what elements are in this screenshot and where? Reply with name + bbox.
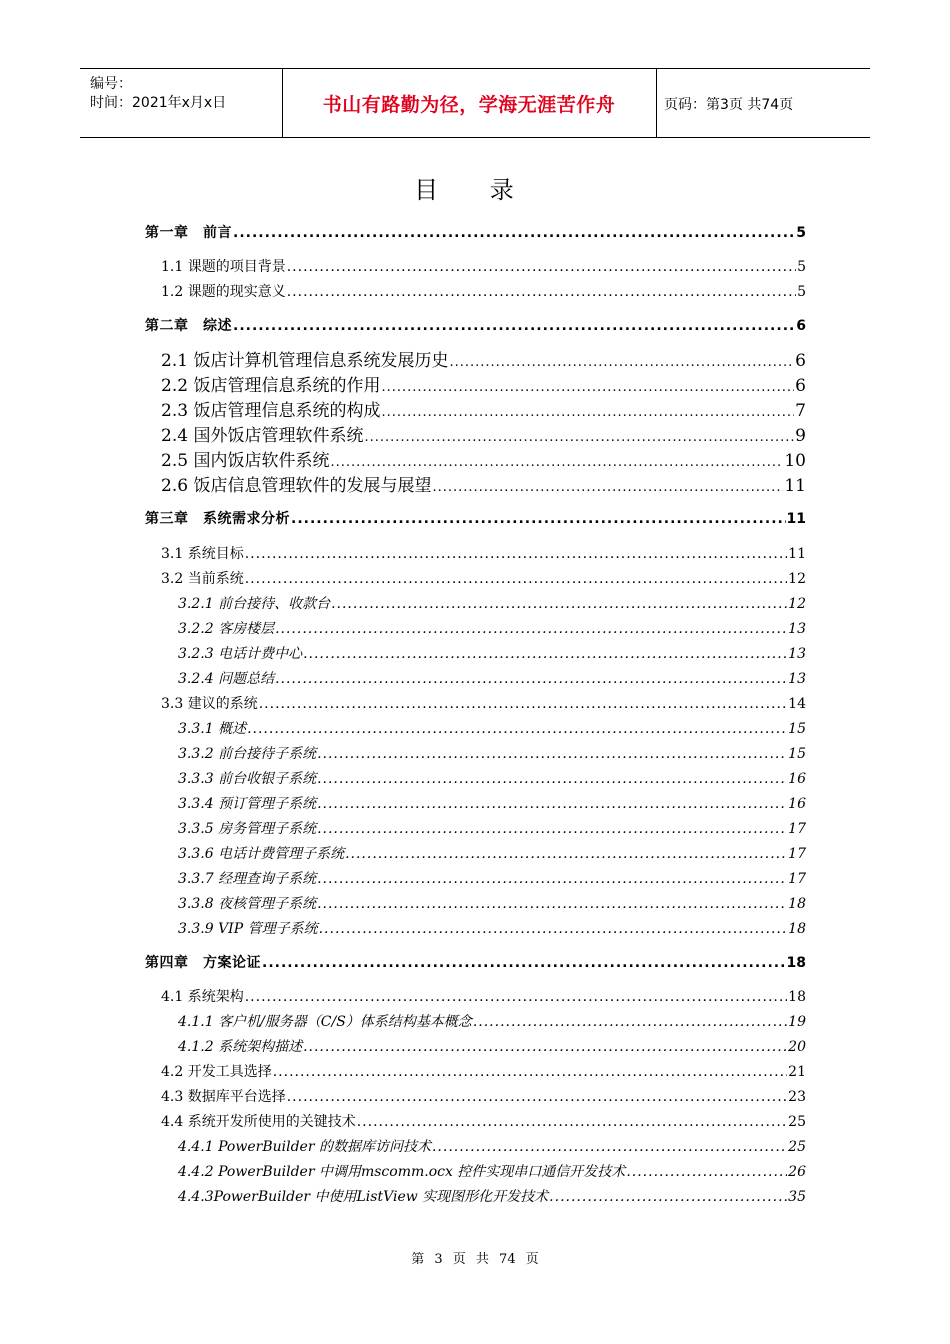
toc-entry-title: 2.6 饭店信息管理软件的发展与展望 bbox=[161, 476, 432, 496]
toc-entry-page: 9 bbox=[795, 426, 806, 446]
toc-entry[interactable] bbox=[178, 918, 806, 938]
toc-entry[interactable] bbox=[178, 818, 806, 838]
toc-leader-dots bbox=[262, 955, 786, 971]
toc-entry-title: 3.3.3 前台收银子系统 bbox=[178, 771, 317, 787]
header-page-info: 页码：第3页 共74页 bbox=[664, 97, 794, 113]
toc-leader-dots bbox=[233, 225, 795, 241]
toc-entry-title: 2.1 饭店计算机管理信息系统发展历史 bbox=[161, 351, 449, 371]
toc-entry-page: 17 bbox=[788, 821, 806, 837]
toc-entry-page: 5 bbox=[797, 284, 806, 300]
toc-leader-dots bbox=[432, 480, 783, 495]
toc-leader-dots bbox=[626, 1164, 787, 1180]
toc-entry-page: 12 bbox=[788, 596, 806, 612]
toc-leader-dots bbox=[287, 1089, 787, 1105]
toc-entry-title: 2.2 饭店管理信息系统的作用 bbox=[161, 376, 381, 396]
toc-entry-page: 17 bbox=[788, 846, 806, 862]
toc-entry[interactable] bbox=[178, 1186, 806, 1206]
toc-leader-dots bbox=[245, 546, 787, 562]
toc-entry-page: 18 bbox=[788, 896, 806, 912]
toc-entry-title: 3.2.1 前台接待、收款台 bbox=[178, 596, 331, 612]
toc-entry-title: 3.3.2 前台接待子系统 bbox=[178, 746, 317, 762]
toc-entry-page: 25 bbox=[788, 1139, 806, 1155]
toc-entry[interactable] bbox=[178, 668, 806, 688]
toc-leader-dots bbox=[287, 259, 796, 275]
toc-entry-title: 3.2.2 客房楼层 bbox=[178, 621, 275, 637]
toc-entry-page: 23 bbox=[788, 1089, 806, 1105]
toc-entry-title: 4.1 系统架构 bbox=[161, 989, 244, 1005]
toc-entry-title: 第三章 系统需求分析 bbox=[145, 511, 290, 527]
toc-entry[interactable] bbox=[161, 543, 806, 563]
toc-entry-page: 6 bbox=[796, 318, 806, 334]
toc-entry-title: 3.2.3 电话计费中心 bbox=[178, 646, 303, 662]
toc-entry[interactable] bbox=[178, 793, 806, 813]
toc-entry-title: 3.3 建议的系统 bbox=[161, 696, 258, 712]
toc-entry[interactable] bbox=[161, 568, 806, 588]
toc-leader-dots bbox=[381, 405, 794, 420]
toc-leader-dots bbox=[330, 455, 783, 470]
toc-leader-dots bbox=[449, 355, 794, 370]
toc-entry-page: 21 bbox=[788, 1064, 806, 1080]
toc-entry[interactable] bbox=[161, 986, 806, 1006]
toc-leader-dots bbox=[331, 596, 787, 612]
toc-entry-title: 4.2 开发工具选择 bbox=[161, 1064, 272, 1080]
toc-entry[interactable] bbox=[161, 371, 806, 396]
toc-leader-dots bbox=[317, 746, 787, 762]
toc-entry[interactable] bbox=[145, 952, 806, 972]
toc-entry-page: 14 bbox=[788, 696, 806, 712]
toc-entry-page: 5 bbox=[797, 259, 806, 275]
toc-entry-title: 2.5 国内饭店软件系统 bbox=[161, 451, 330, 471]
toc-leader-dots bbox=[303, 646, 787, 662]
toc-leader-dots bbox=[364, 430, 794, 445]
toc-entry-title: 3.3.8 夜核管理子系统 bbox=[178, 896, 317, 912]
toc-entry-title: 4.1.1 客户机/服务器（C/S）体系结构基本概念 bbox=[178, 1014, 472, 1030]
toc-entry-page: 16 bbox=[788, 796, 806, 812]
toc-entry-page: 6 bbox=[795, 376, 806, 396]
toc-entry[interactable] bbox=[178, 1036, 806, 1056]
toc-leader-dots bbox=[381, 380, 794, 395]
toc-entry-title: 1.2 课题的现实意义 bbox=[161, 284, 286, 300]
page-title: 目 录 bbox=[414, 176, 536, 204]
page-footer: 第 3 页 共 74 页 bbox=[411, 1252, 539, 1267]
toc-entry-page: 11 bbox=[786, 511, 806, 527]
toc-leader-dots bbox=[317, 796, 787, 812]
toc-leader-dots bbox=[319, 921, 788, 937]
toc-entry-title: 4.4.3PowerBuilder 中使用ListView 实现图形化开发技术 bbox=[178, 1189, 549, 1205]
toc-entry[interactable] bbox=[145, 222, 806, 242]
toc-entry[interactable] bbox=[178, 868, 806, 888]
toc-leader-dots bbox=[317, 771, 787, 787]
toc-leader-dots bbox=[549, 1189, 787, 1205]
toc-entry-page: 15 bbox=[788, 746, 806, 762]
toc-leader-dots bbox=[291, 511, 786, 527]
toc-entry[interactable] bbox=[178, 843, 806, 863]
toc-entry-page: 25 bbox=[788, 1114, 806, 1130]
toc-entry-page: 26 bbox=[788, 1164, 806, 1180]
toc-entry-title: 3.3.1 概述 bbox=[178, 721, 247, 737]
toc-entry[interactable] bbox=[145, 315, 806, 335]
header-motto: 书山有路勤为径，学海无涯苦作舟 bbox=[322, 94, 616, 116]
toc-entry[interactable] bbox=[161, 281, 806, 301]
toc-entry-page: 11 bbox=[784, 476, 806, 496]
toc-entry-title: 第一章 前言 bbox=[145, 225, 232, 241]
document-number-label: 编号： bbox=[90, 76, 132, 92]
toc-entry[interactable] bbox=[178, 1136, 806, 1156]
toc-entry-title: 1.1 课题的项目背景 bbox=[161, 259, 286, 275]
toc-entry-page: 20 bbox=[788, 1039, 806, 1055]
toc-leader-dots bbox=[303, 1039, 787, 1055]
toc-entry-page: 16 bbox=[788, 771, 806, 787]
toc-entry-page: 11 bbox=[788, 546, 806, 562]
toc-entry[interactable] bbox=[178, 618, 806, 638]
toc-entry-page: 35 bbox=[788, 1189, 806, 1205]
toc-entry[interactable] bbox=[145, 508, 806, 528]
toc-leader-dots bbox=[275, 621, 787, 637]
toc-entry-title: 4.1.2 系统架构描述 bbox=[178, 1039, 303, 1055]
toc-entry-page: 18 bbox=[786, 955, 806, 971]
toc-leader-dots bbox=[273, 1064, 787, 1080]
toc-entry-title: 3.2.4 问题总结 bbox=[178, 671, 275, 687]
toc-entry[interactable] bbox=[161, 446, 806, 471]
toc-entry[interactable] bbox=[178, 718, 806, 738]
toc-entry[interactable] bbox=[178, 643, 806, 663]
toc-entry[interactable] bbox=[161, 1061, 806, 1081]
toc-entry[interactable] bbox=[161, 1086, 806, 1106]
toc-leader-dots bbox=[317, 871, 787, 887]
toc-entry-page: 18 bbox=[788, 989, 806, 1005]
toc-entry-title: 3.3.4 预订管理子系统 bbox=[178, 796, 317, 812]
toc-entry-title: 4.4.2 PowerBuilder 中调用mscomm.ocx 控件实现串口通信开发技术 bbox=[178, 1164, 626, 1180]
toc-entry-title: 4.4.1 PowerBuilder 的数据库访问技术 bbox=[178, 1139, 431, 1155]
toc-entry-title: 第四章 方案论证 bbox=[145, 955, 261, 971]
toc-entry-title: 第二章 综述 bbox=[145, 318, 232, 334]
toc-entry-page: 15 bbox=[788, 721, 806, 737]
toc-entry-page: 12 bbox=[788, 571, 806, 587]
toc-entry-title: 3.3.5 房务管理子系统 bbox=[178, 821, 317, 837]
document-time-label: 时间：2021年x月x日 bbox=[90, 95, 227, 111]
toc-leader-dots bbox=[473, 1014, 787, 1030]
toc-entry-title: 3.3.7 经理查询子系统 bbox=[178, 871, 317, 887]
toc-entry[interactable] bbox=[178, 743, 806, 763]
toc-leader-dots bbox=[317, 896, 787, 912]
toc-entry-page: 13 bbox=[788, 621, 806, 637]
toc-entry-title: 3.2 当前系统 bbox=[161, 571, 244, 587]
toc-leader-dots bbox=[233, 318, 795, 334]
toc-entry-page: 6 bbox=[795, 351, 806, 371]
toc-leader-dots bbox=[275, 671, 787, 687]
toc-entry-page: 13 bbox=[788, 671, 806, 687]
toc-entry-page: 7 bbox=[795, 401, 806, 421]
toc-leader-dots bbox=[432, 1139, 787, 1155]
toc-entry[interactable] bbox=[178, 1161, 806, 1181]
toc-leader-dots bbox=[245, 989, 787, 1005]
toc-entry-title: 2.4 国外饭店管理软件系统 bbox=[161, 426, 364, 446]
toc-entry[interactable] bbox=[161, 346, 806, 371]
toc-entry-page: 5 bbox=[796, 225, 806, 241]
toc-entry-page: 19 bbox=[788, 1014, 806, 1030]
toc-entry[interactable] bbox=[161, 693, 806, 713]
toc-entry-title: 3.3.6 电话计费管理子系统 bbox=[178, 846, 345, 862]
toc-entry[interactable] bbox=[178, 1011, 806, 1031]
toc-entry[interactable] bbox=[161, 421, 806, 446]
toc-entry-title: 4.3 数据库平台选择 bbox=[161, 1089, 286, 1105]
toc-entry-page: 17 bbox=[788, 871, 806, 887]
toc-entry[interactable] bbox=[161, 471, 806, 496]
toc-entry[interactable] bbox=[178, 593, 806, 613]
toc-entry-title: 4.4 系统开发所使用的关键技术 bbox=[161, 1114, 356, 1130]
toc-entry-page: 10 bbox=[784, 451, 806, 471]
toc-entry[interactable] bbox=[161, 256, 806, 276]
toc-entry-title: 2.3 饭店管理信息系统的构成 bbox=[161, 401, 381, 421]
toc-entry[interactable] bbox=[161, 1111, 806, 1131]
toc-entry[interactable] bbox=[161, 396, 806, 421]
toc-entry-title: 3.1 系统目标 bbox=[161, 546, 244, 562]
toc-leader-dots bbox=[345, 846, 787, 862]
toc-leader-dots bbox=[287, 284, 796, 300]
toc-entry[interactable] bbox=[178, 893, 806, 913]
toc-entry-title: 3.3.9 VIP 管理子系统 bbox=[178, 921, 318, 937]
toc-leader-dots bbox=[357, 1114, 787, 1130]
toc-entry[interactable] bbox=[178, 768, 806, 788]
toc-leader-dots bbox=[247, 721, 787, 737]
toc-leader-dots bbox=[245, 571, 787, 587]
toc-entry-page: 18 bbox=[788, 921, 806, 937]
toc-leader-dots bbox=[259, 696, 787, 712]
toc-entry-page: 13 bbox=[788, 646, 806, 662]
toc-leader-dots bbox=[317, 821, 787, 837]
